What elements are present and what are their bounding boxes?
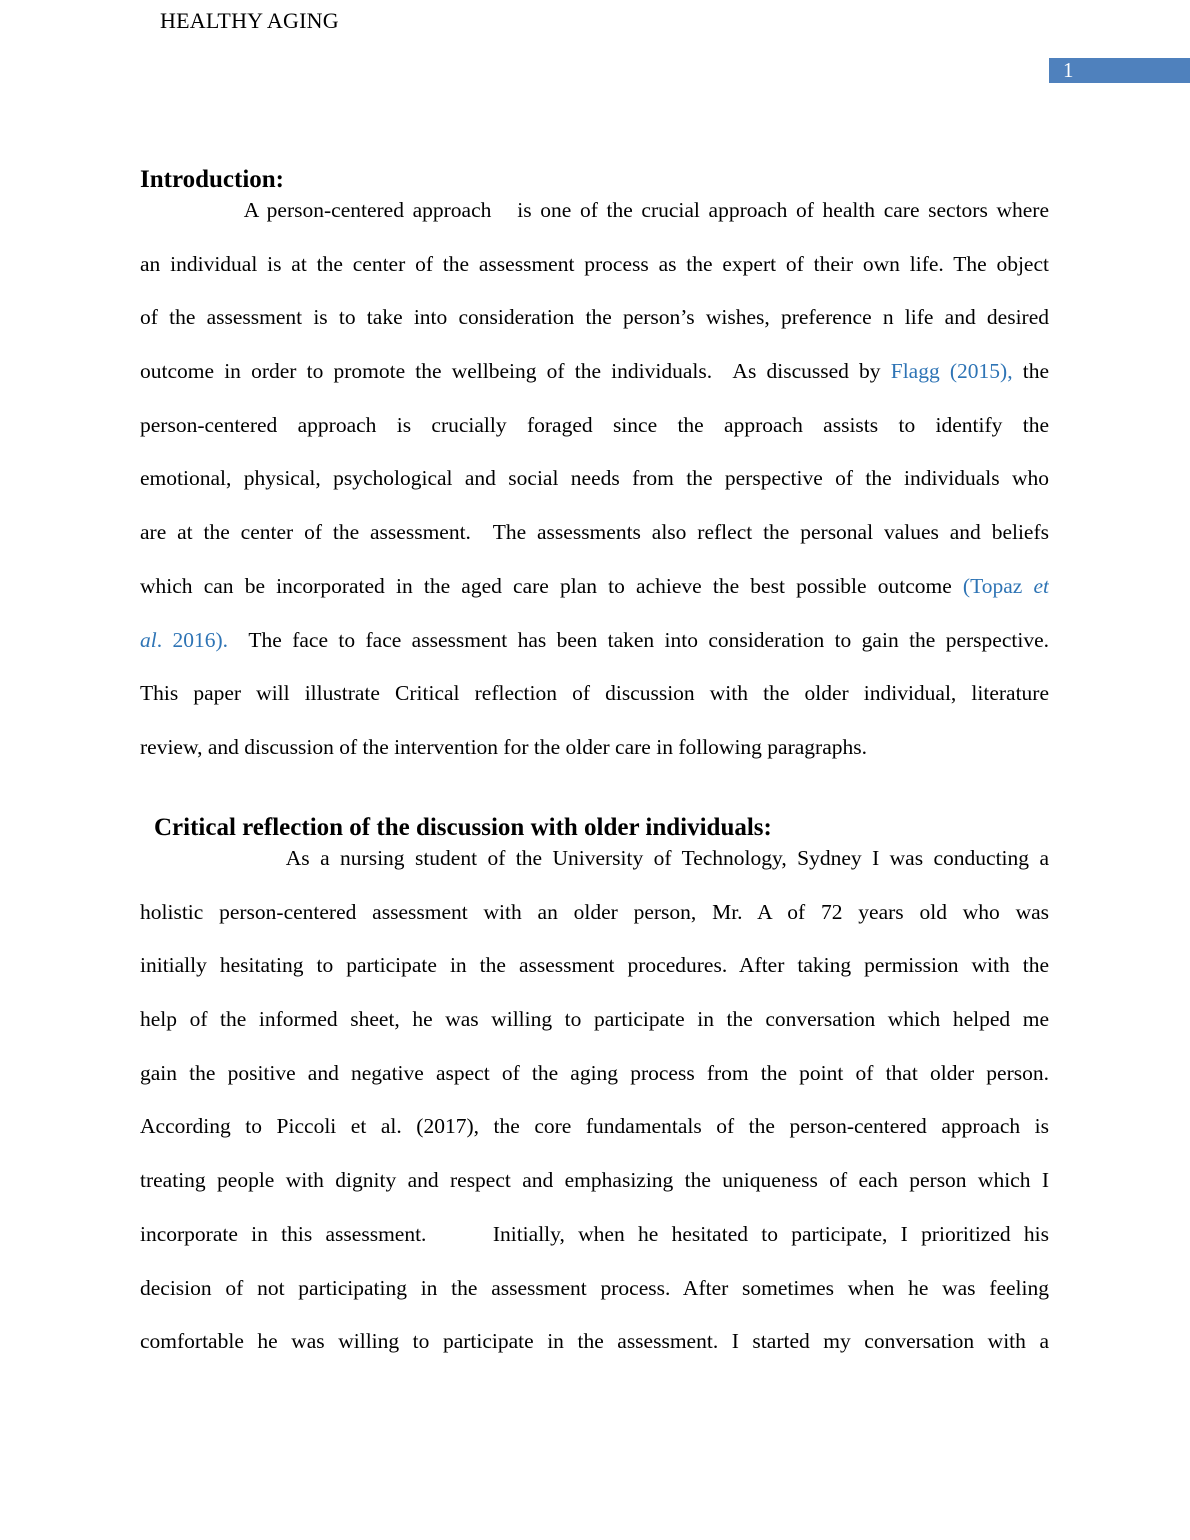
page-number-bar bbox=[1049, 58, 1190, 83]
paragraph-line: A person-centered approach is one of the crucial approach of health care sectors where bbox=[140, 198, 1049, 222]
paragraph-line: comfortable he was willing to participate in the assessment. I started my conversation with a bbox=[140, 1329, 1049, 1354]
paragraph-line: of the assessment is to take into consideration the person’s wishes, preference n life and desired bbox=[140, 305, 1049, 330]
critical-reflection-paragraph bbox=[140, 832, 1049, 1369]
line-text: the bbox=[1022, 359, 1049, 384]
paragraph-line: holistic person-centered assessment with an older person, Mr. A of 72 years old who was bbox=[140, 899, 1049, 924]
citation-link[interactable]: Flagg (2015), bbox=[890, 359, 1013, 384]
paragraph-line: person-centered approach is crucially foraged since the approach assists to identify the bbox=[140, 412, 1049, 437]
paragraph-line: initially hesitating to participate in the assessment procedures. After taking permission with the bbox=[140, 953, 1049, 978]
paragraph-line: emotional, physical, psychological and social needs from the perspective of the individuals who bbox=[140, 466, 1049, 491]
paragraph-line: treating people with dignity and respect and emphasizing the uniqueness of each person which I bbox=[140, 1168, 1049, 1193]
paragraph-line: incorporate in this assessment. Initially, when he hesitated to participate, I prioritized his bbox=[140, 1221, 1049, 1246]
line-text: which can be incorporated in the aged care plan to achieve the best possible outcome bbox=[140, 573, 952, 598]
line-text: The face to face assessment has been taken into consideration to gain the perspective. bbox=[248, 627, 1049, 652]
citation-text: . 2016). bbox=[156, 627, 229, 652]
paragraph-line: gain the positive and negative aspect of the aging process from the point of that older person. bbox=[140, 1060, 1049, 1085]
section-heading-introduction: Introduction: bbox=[140, 166, 285, 193]
citation-text: (Topaz bbox=[962, 573, 1023, 598]
paragraph-line: are at the center of the assessment. The assessments also reflect the personal values and beliefs bbox=[140, 520, 1049, 545]
line-text bbox=[228, 628, 238, 652]
paragraph-line: As a nursing student of the University of Technology, Sydney I was conducting a bbox=[140, 846, 1049, 870]
introduction-paragraph bbox=[140, 184, 1049, 775]
paragraph-line: According to Piccoli et al. (2017), the core fundamentals of the person-centered approach is bbox=[140, 1114, 1049, 1139]
line-text: outcome in order to promote the wellbeing of the individuals. As discussed by bbox=[140, 359, 881, 384]
section-heading-critical-reflection: Critical reflection of the discussion with older individuals: bbox=[154, 814, 772, 841]
citation-link[interactable] bbox=[963, 574, 1049, 598]
paragraph-line: review, and discussion of the intervention for the older care in following paragraphs. bbox=[140, 734, 867, 759]
paragraph-line: an individual is at the center of the assessment process as the expert of their own life. The object bbox=[140, 251, 1049, 276]
paragraph-line bbox=[140, 560, 1049, 614]
citation-link[interactable] bbox=[140, 628, 228, 652]
paragraph-line bbox=[140, 345, 1049, 399]
paragraph-line bbox=[140, 614, 1049, 668]
running-head: HEALTHY AGING bbox=[160, 8, 339, 33]
paragraph-line: decision of not participating in the assessment process. After sometimes when he was feeling bbox=[140, 1275, 1049, 1300]
page-number: 1 bbox=[1063, 58, 1074, 82]
citation-italic: et bbox=[1033, 573, 1049, 598]
citation-italic: al bbox=[140, 627, 157, 652]
paragraph-line: This paper will illustrate Critical reflection of discussion with the older individual, literature bbox=[140, 681, 1049, 706]
paragraph-line: help of the informed sheet, he was willing to participate in the conversation which helped me bbox=[140, 1007, 1049, 1032]
